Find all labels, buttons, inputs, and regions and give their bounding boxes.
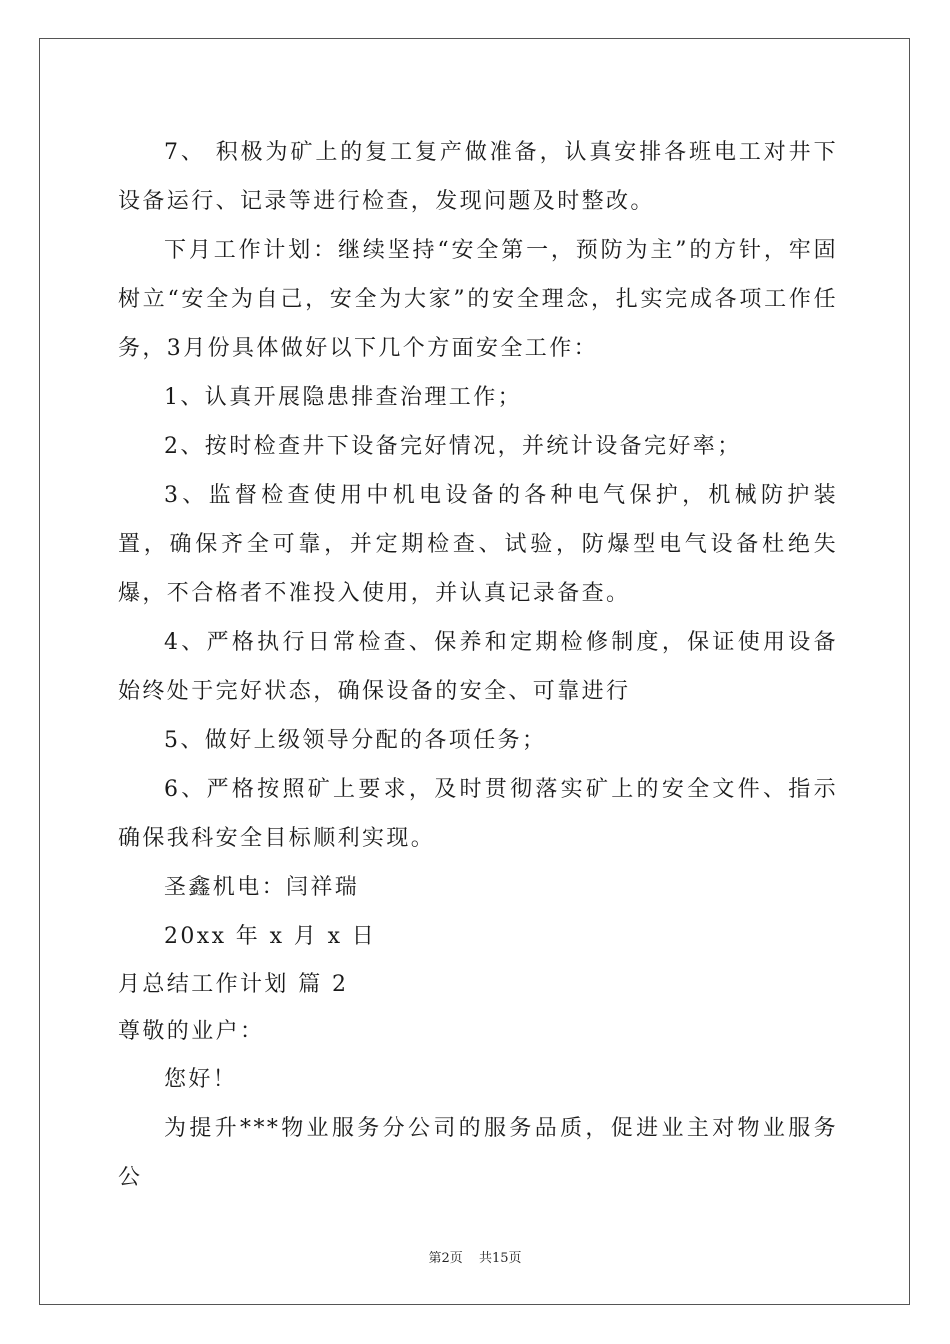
section-heading: 月总结工作计划 篇 2 xyxy=(118,972,349,997)
document-body xyxy=(118,128,838,1202)
plan-item-3: 3、监督检查使用中机电设备的各种电气保护，机械防护装置，确保齐全可靠，并定期检查、试验，防爆型电气设备杜绝失爆，不合格者不准投入使用，并认真记录备查。 xyxy=(118,483,838,606)
signature-line: 圣鑫机电：闫祥瑞 xyxy=(164,875,360,900)
letter-body-start: 为提升***物业服务分公司的服务品质，促进业主对物业服务公 xyxy=(118,1116,838,1190)
page-total: 共15页 xyxy=(478,1251,522,1266)
plan-item-5: 5、做好上级领导分配的各项任务； xyxy=(164,728,547,753)
plan-item-4: 4、严格执行日常检查、保养和定期检修制度，保证使用设备始终处于完好状态，确保设备的安全、可靠进行 xyxy=(118,630,838,704)
plan-item-6: 6、严格按照矿上要求，及时贯彻落实矿上的安全文件、指示确保我科安全目标顺利实现。 xyxy=(118,777,838,851)
plan-item-2: 2、按时检查井下设备完好情况，并统计设备完好率； xyxy=(164,434,742,459)
paragraph-item-7: 7、 积极为矿上的复工复产做准备，认真安排各班电工对井下设备运行、记录等进行检查，发现问题及时整改。 xyxy=(118,140,838,214)
plan-item-1: 1、认真开展隐患排查治理工作； xyxy=(164,385,522,410)
paragraph-next-month-plan: 下月工作计划：继续坚持“安全第一，预防为主”的方针，牢固树立“安全为自己，安全为大家”的安全理念，扎实完成各项工作任务，3月份具体做好以下几个方面安全工作： xyxy=(118,238,838,361)
page-number: 第2页 xyxy=(428,1251,463,1266)
salutation: 尊敬的业户： xyxy=(118,1019,265,1044)
greeting: 您好！ xyxy=(164,1067,238,1092)
page-footer xyxy=(0,1247,950,1266)
date-line: 20xx 年 x 月 x 日 xyxy=(164,924,377,949)
